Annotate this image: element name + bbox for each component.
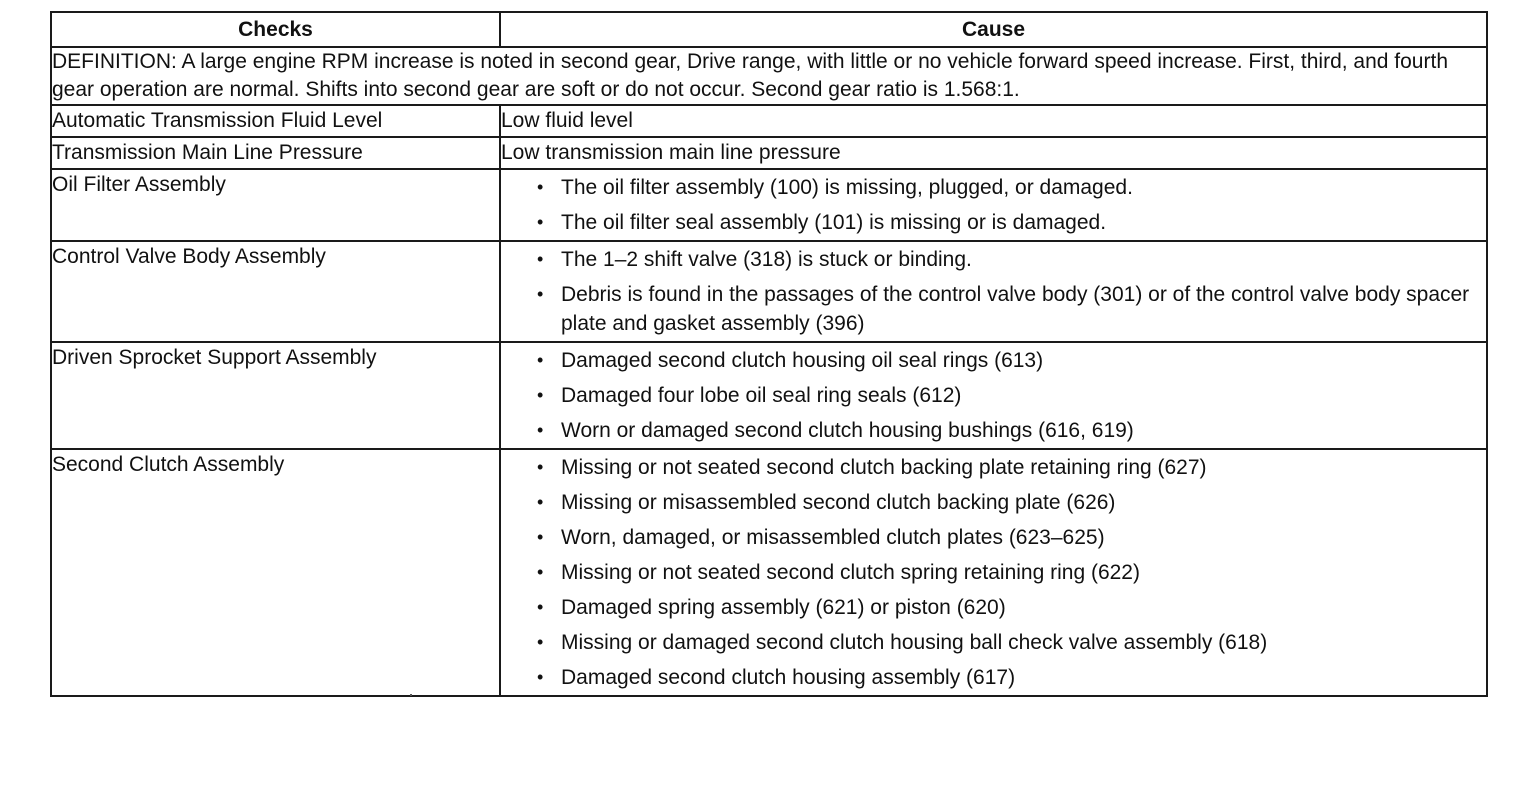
cause-item bbox=[537, 663, 1476, 692]
bullet-icon: • bbox=[537, 667, 544, 687]
table-row bbox=[51, 449, 1487, 696]
cause-item-text: The oil filter seal assembly (101) is missing or is damaged. bbox=[561, 211, 1107, 234]
cause-item-text: The oil filter assembly (100) is missing, plugged, or damaged. bbox=[561, 176, 1133, 199]
bullet-icon: • bbox=[537, 284, 544, 304]
check-cell: Automatic Transmission Fluid Level bbox=[51, 105, 500, 137]
bullet-icon: • bbox=[537, 492, 544, 512]
cause-cell bbox=[500, 241, 1487, 342]
cause-cell bbox=[500, 449, 1487, 696]
table-row bbox=[51, 105, 1487, 137]
cause-cell: Low transmission main line pressure bbox=[500, 137, 1487, 169]
scan-speck bbox=[410, 694, 412, 696]
check-cell: Oil Filter Assembly bbox=[51, 169, 500, 241]
cause-item bbox=[537, 416, 1476, 445]
cause-item-text: Worn or damaged second clutch housing bushings (616, 619) bbox=[561, 419, 1134, 442]
cause-list bbox=[501, 450, 1486, 695]
bullet-icon: • bbox=[537, 457, 544, 477]
cause-item bbox=[537, 245, 1476, 274]
bullet-icon: • bbox=[537, 212, 544, 232]
cause-item bbox=[537, 381, 1476, 410]
cause-item bbox=[537, 280, 1476, 338]
cause-item-text: Missing or misassembled second clutch backing plate (626) bbox=[561, 491, 1116, 514]
cause-item bbox=[537, 523, 1476, 552]
cause-item-text: Damaged second clutch housing oil seal rings (613) bbox=[561, 349, 1044, 372]
table-row bbox=[51, 342, 1487, 449]
cause-list bbox=[501, 343, 1486, 448]
bullet-icon: • bbox=[537, 562, 544, 582]
cause-item bbox=[537, 208, 1476, 237]
diagnosis-table bbox=[50, 11, 1488, 697]
header-row bbox=[51, 12, 1487, 47]
cause-item bbox=[537, 346, 1476, 375]
table-row bbox=[51, 241, 1487, 342]
bullet-icon: • bbox=[537, 177, 544, 197]
bullet-icon: • bbox=[537, 597, 544, 617]
header-cause: Cause bbox=[500, 12, 1487, 47]
bullet-icon: • bbox=[537, 420, 544, 440]
check-cell: Transmission Main Line Pressure bbox=[51, 137, 500, 169]
cause-item bbox=[537, 593, 1476, 622]
cause-item-text: The 1–2 shift valve (318) is stuck or binding. bbox=[561, 248, 972, 271]
check-cell: Second Clutch Assembly bbox=[51, 449, 500, 696]
definition-row bbox=[51, 47, 1487, 105]
cause-item bbox=[537, 628, 1476, 657]
cause-item bbox=[537, 558, 1476, 587]
cause-cell bbox=[500, 169, 1487, 241]
bullet-icon: • bbox=[537, 249, 544, 269]
check-cell: Driven Sprocket Support Assembly bbox=[51, 342, 500, 449]
cause-item-text: Missing or damaged second clutch housing ball check valve assembly (618) bbox=[561, 631, 1268, 654]
cause-item-text: Damaged spring assembly (621) or piston (620) bbox=[561, 596, 1006, 619]
cause-item-text: Worn, damaged, or misassembled clutch plates (623–625) bbox=[561, 526, 1105, 549]
definition-text: DEFINITION: A large engine RPM increase is noted in second gear, Drive range, with little or no vehicle forward speed increase. First, third, and fourth gear operation are normal. Shifts into second gear are soft or do not occur. Second gear ratio is 1.568:1. bbox=[51, 47, 1487, 105]
cause-item-text: Damaged second clutch housing assembly (617) bbox=[561, 666, 1016, 689]
cause-item bbox=[537, 488, 1476, 517]
cause-item-text: Debris is found in the passages of the control valve body (301) or of the control valve body spacer plate and gasket assembly (396) bbox=[561, 283, 1470, 335]
bullet-icon: • bbox=[537, 632, 544, 652]
check-cell: Control Valve Body Assembly bbox=[51, 241, 500, 342]
bullet-icon: • bbox=[537, 527, 544, 547]
table-row bbox=[51, 169, 1487, 241]
header-checks: Checks bbox=[51, 12, 500, 47]
cause-item-text: Missing or not seated second clutch spring retaining ring (622) bbox=[561, 561, 1140, 584]
bullet-icon: • bbox=[537, 350, 544, 370]
cause-list bbox=[501, 242, 1486, 341]
cause-item-text: Missing or not seated second clutch backing plate retaining ring (627) bbox=[561, 456, 1207, 479]
cause-item bbox=[537, 173, 1476, 202]
cause-list bbox=[501, 170, 1486, 240]
cause-item-text: Damaged four lobe oil seal ring seals (612) bbox=[561, 384, 962, 407]
cause-cell: Low fluid level bbox=[500, 105, 1487, 137]
cause-item bbox=[537, 453, 1476, 482]
cause-cell bbox=[500, 342, 1487, 449]
bullet-icon: • bbox=[537, 385, 544, 405]
table-row bbox=[51, 137, 1487, 169]
